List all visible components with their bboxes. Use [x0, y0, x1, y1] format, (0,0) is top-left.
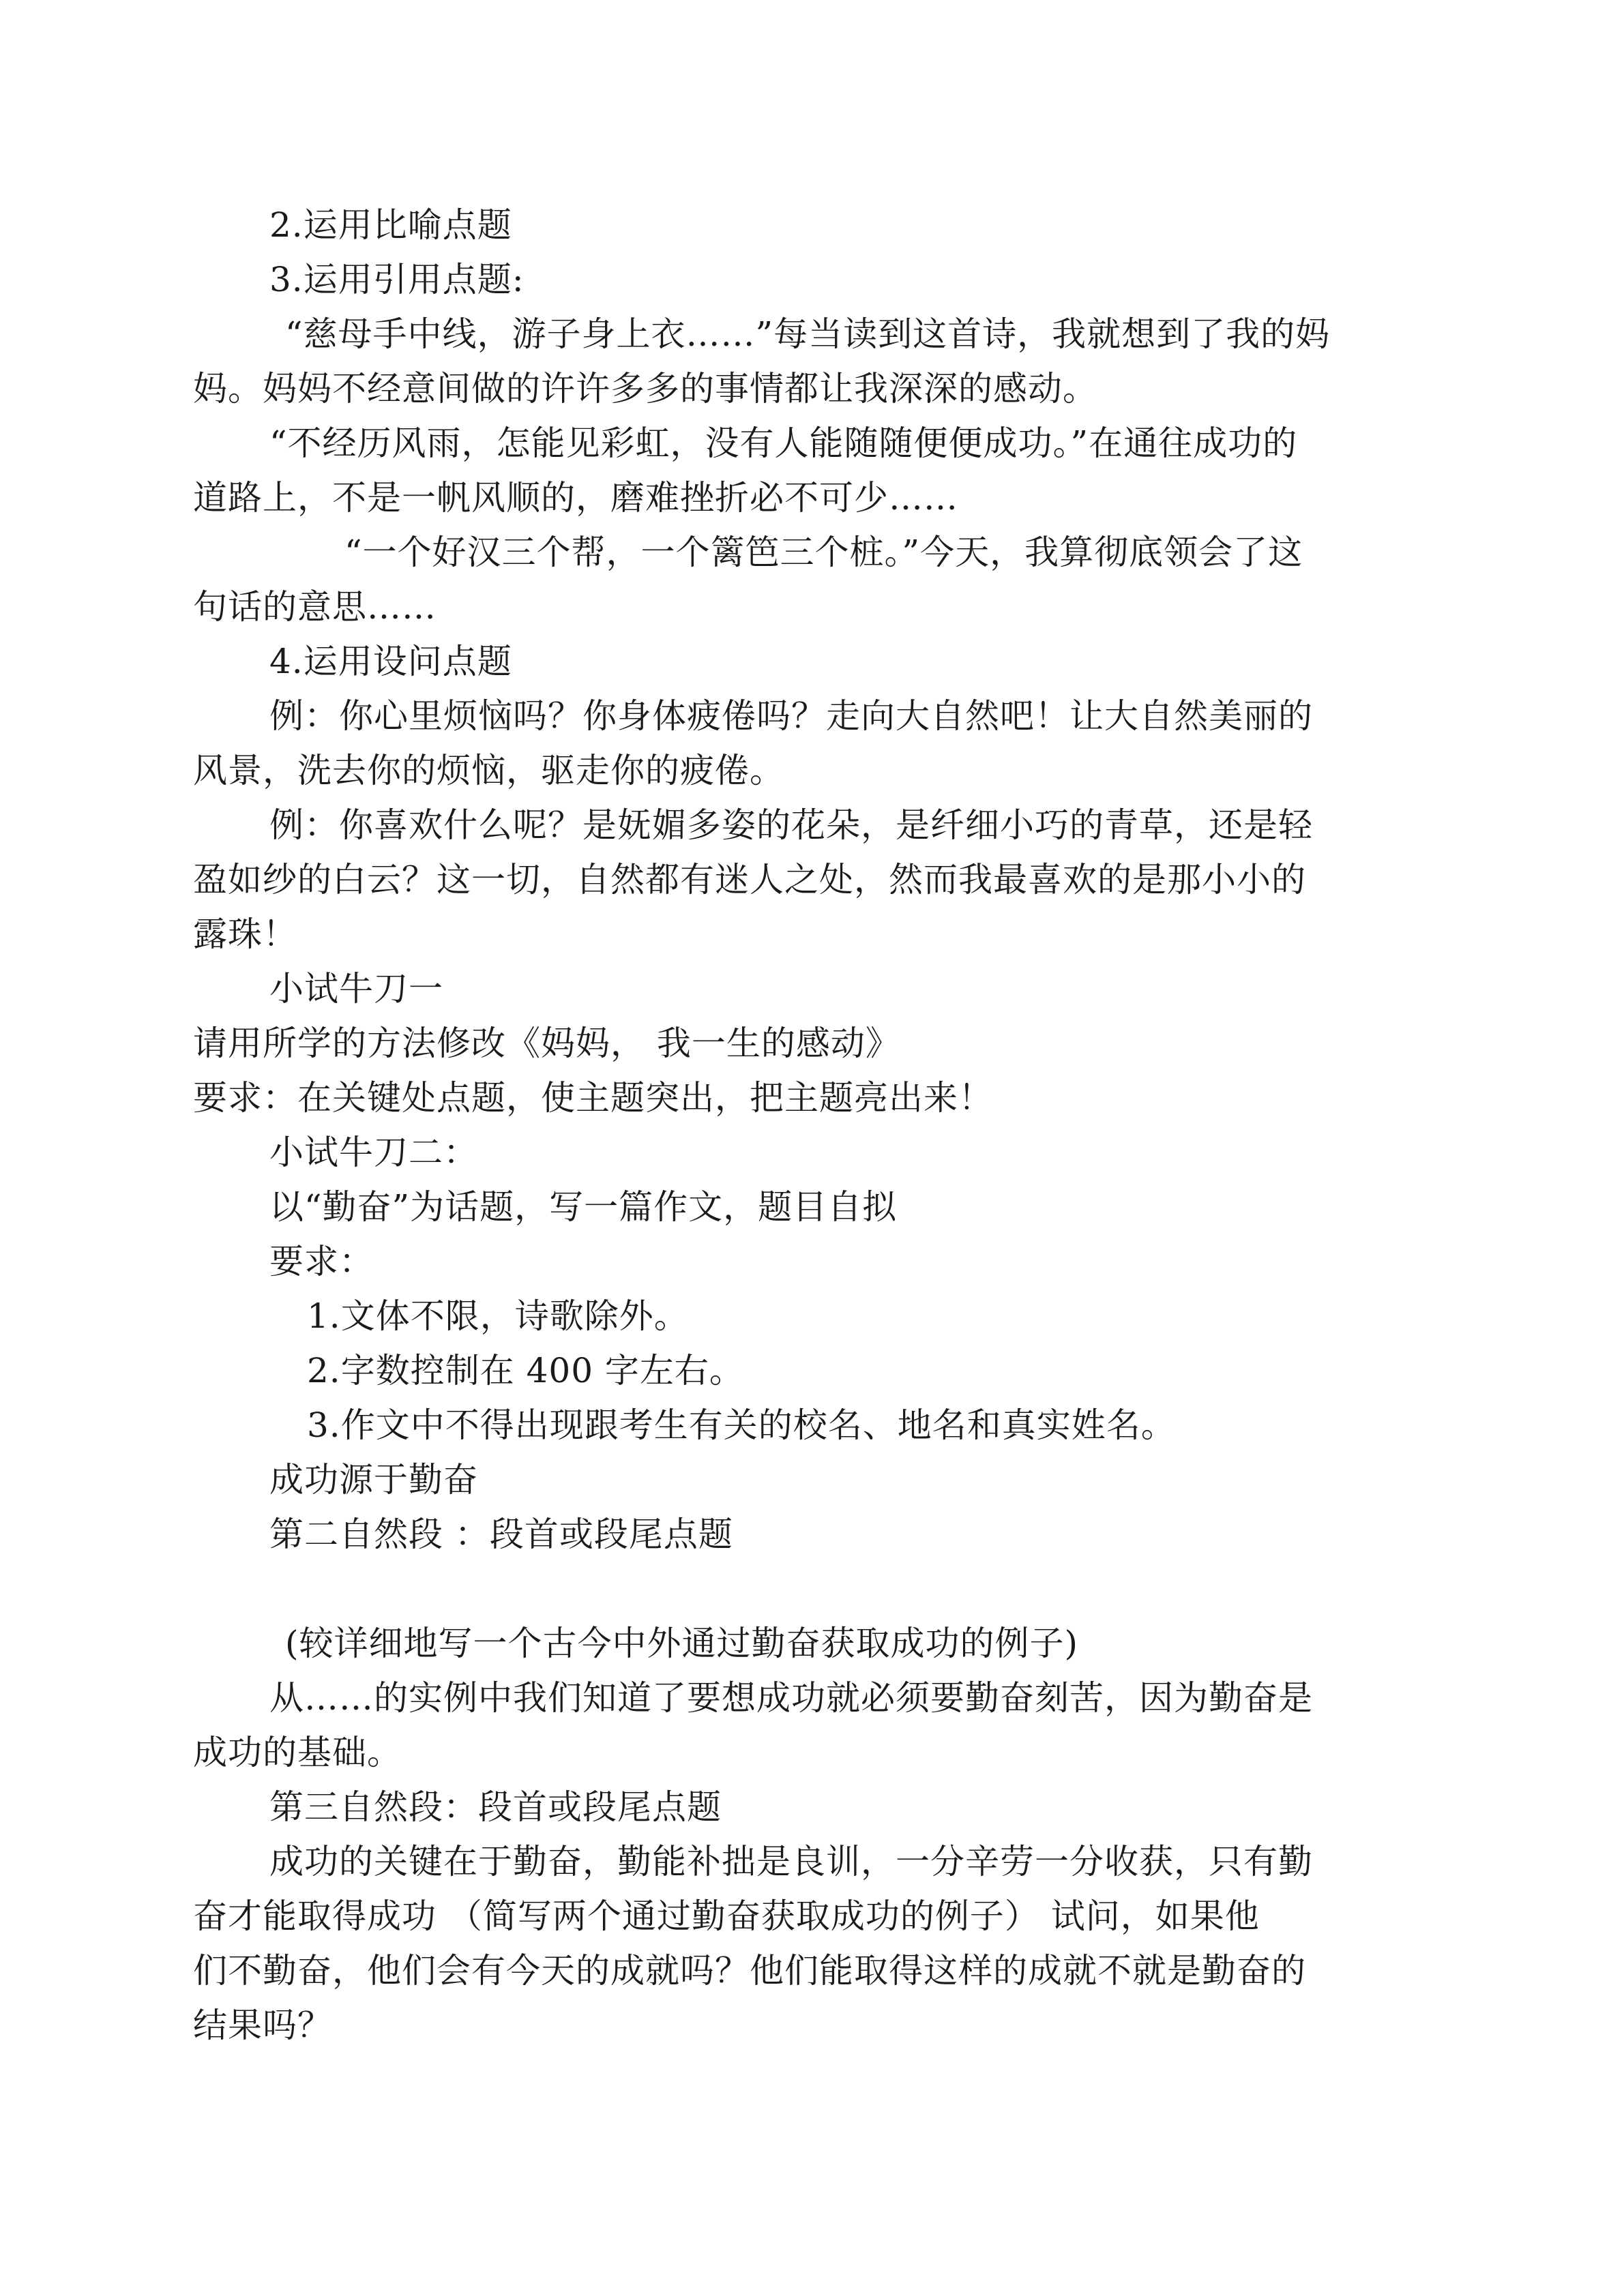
doc-line: (较详细地写一个古今中外通过勤奋获取成功的例子) — [285, 1624, 1079, 1663]
doc-line: 例：你心里烦恼吗？你身体疲倦吗？走向大自然吧！让大自然美丽的 — [269, 696, 1313, 736]
doc-line: 例：你喜欢什么呢？是妩媚多姿的花朵，是纤细小巧的青草，还是轻 — [269, 805, 1313, 845]
doc-line: 3.作文中不得出现跟考生有关的校名、地名和真实姓名。 — [307, 1405, 1176, 1445]
doc-line: 第三自然段：段首或段尾点题 — [269, 1787, 722, 1827]
doc-line: 奋才能取得成功 （简写两个通过勤奋获取成功的例子） 试问，如果他 — [193, 1896, 1260, 1936]
doc-line: 第二自然段 ：段首或段尾点题 — [269, 1515, 733, 1554]
doc-line: 成功源于勤奋 — [269, 1460, 478, 1500]
doc-line: 1.文体不限，诗歌除外。 — [307, 1296, 689, 1336]
doc-line: 们不勤奋，他们会有今天的成就吗？他们能取得这样的成就不就是勤奋的 — [193, 1951, 1306, 1991]
doc-line: 小试牛刀一 — [269, 969, 443, 1009]
doc-line: 妈。妈妈不经意间做的许许多多的事情都让我深深的感动。 — [193, 369, 1097, 408]
doc-line: “一个好汉三个帮，一个篱笆三个桩。”今天，我算彻底领会了这 — [344, 533, 1303, 572]
doc-line: 露珠！ — [193, 914, 297, 954]
doc-line: 小试牛刀二： — [269, 1133, 478, 1172]
doc-line: 以“勤奋”为话题，写一篇作文，题目自拟 — [269, 1187, 898, 1227]
doc-line: 句话的意思…… — [193, 587, 437, 627]
doc-line: 请用所学的方法修改《妈妈， 我一生的感动》 — [193, 1024, 900, 1063]
doc-line: 成功的关键在于勤奋，勤能补拙是良训，一分辛劳一分收获，只有勤 — [269, 1842, 1313, 1881]
doc-line: 要求：在关键处点题，使主题突出，把主题亮出来！ — [193, 1078, 993, 1118]
doc-line: 风景，洗去你的烦恼，驱走你的疲倦。 — [193, 751, 784, 790]
doc-line: 2.运用比喻点题 — [269, 205, 512, 245]
doc-line: “不经历风雨，怎能见彩虹，没有人能随随便便成功。”在通往成功的 — [269, 423, 1298, 463]
doc-line: 2.字数控制在 400 字左右。 — [307, 1351, 744, 1390]
doc-line: 要求： — [269, 1242, 374, 1281]
doc-line: 盈如纱的白云？这一切，自然都有迷人之处，然而我最喜欢的是那小小的 — [193, 860, 1306, 899]
doc-line: 从……的实例中我们知道了要想成功就必须要勤奋刻苦，因为勤奋是 — [269, 1678, 1313, 1718]
doc-line: 3.运用引用点题: — [269, 260, 525, 299]
doc-line: 4.运用设问点题 — [269, 642, 512, 681]
doc-line: 成功的基础。 — [193, 1733, 402, 1772]
doc-line: “慈母手中线，游子身上衣……”每当读到这首诗，我就想到了我的妈 — [285, 314, 1331, 354]
doc-line: 结果吗？ — [193, 2006, 332, 2045]
doc-line: 道路上，不是一帆风顺的，磨难挫折必不可少…… — [193, 478, 958, 518]
